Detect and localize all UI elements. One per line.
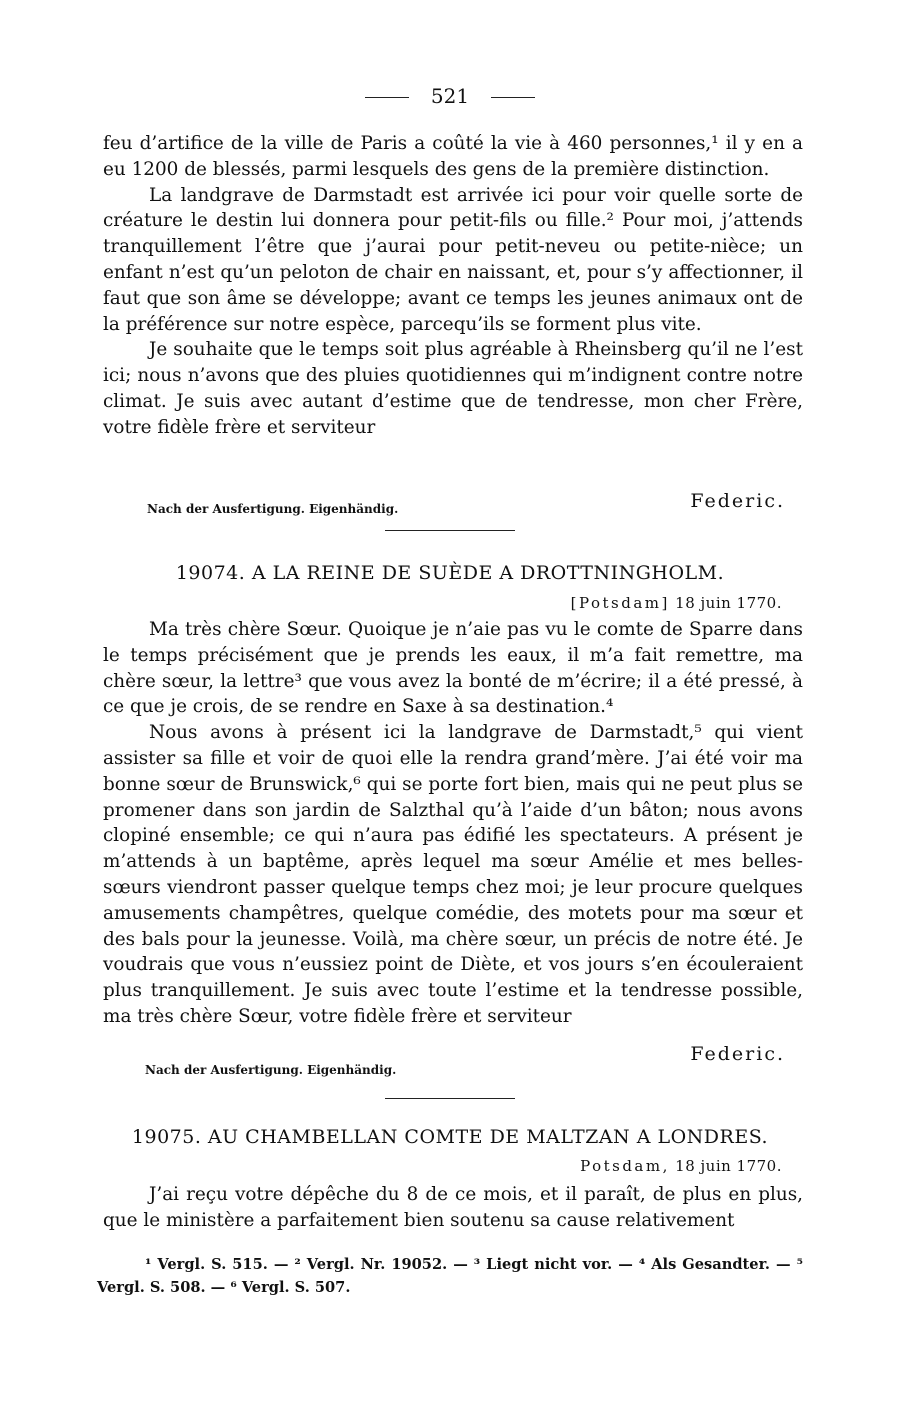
header-rule-right bbox=[491, 97, 535, 98]
signature: Federic. bbox=[690, 490, 785, 512]
letter-heading: 19075. AU CHAMBELLAN COMTE DE MALTZAN A LONDRES. bbox=[131, 1126, 769, 1148]
letter-continuation-text bbox=[103, 131, 803, 441]
paragraph: Ma très chère Sœur. Quoique je n’aie pas vu le comte de Sparre dans le temps précisément que je prends les eaux, il m’a fait remettre, ma chère sœur, la lettre³ que vous avez la bonté de m’écrire; il a été pressé, à ce que je crois, de se rendre en Saxe à sa destination.⁴ bbox=[103, 619, 803, 718]
date-place: [Potsdam] bbox=[570, 594, 670, 612]
paragraph: La landgrave de Darmstadt est arrivée ici pour voir quelle sorte de créature le destin lui donnera pour petit-fils ou fille.² Pour moi, j’attends tranquillement l’être que j’aurai pour petit-neveu ou petite-nièce; un enfant n’est qu’un peloton de chair en naissant, et, pour s’y affectionner, il faut que son âme se développe; avant ce temps les jeunes animaux ont de la préférence sur notre espèce, parcequ’ils se forment plus vite. bbox=[103, 184, 803, 335]
date: 18 juin 1770. bbox=[675, 1157, 782, 1175]
paragraph: J’ai reçu votre dépêche du 8 de ce mois, et il paraît, de plus en plus, que le ministère a parfaitement bien soutenu sa cause relativement bbox=[103, 1184, 803, 1231]
date: 18 juin 1770. bbox=[675, 594, 782, 612]
letter-body bbox=[103, 617, 803, 1030]
header-rule-left bbox=[365, 97, 409, 98]
signature: Federic. bbox=[690, 1043, 785, 1065]
date-line bbox=[580, 1157, 782, 1175]
date-place: Potsdam, bbox=[580, 1157, 670, 1175]
footnotes: ¹ Vergl. S. 515. — ² Vergl. Nr. 19052. — ³ Liegt nicht vor. — ⁴ Als Gesandter. — ⁵ Vergl. S. 508. — ⁶ Vergl. S. 507. bbox=[97, 1256, 803, 1296]
source-note: Nach der Ausfertigung. Eigenhändig. bbox=[147, 502, 399, 516]
letter-heading: 19074. A LA REINE DE SUÈDE A DROTTNINGHOLM. bbox=[175, 562, 725, 584]
letter-body bbox=[103, 1182, 803, 1234]
section-divider bbox=[385, 1098, 515, 1099]
source-note: Nach der Ausfertigung. Eigenhändig. bbox=[145, 1063, 397, 1077]
page-header bbox=[0, 84, 900, 108]
paragraph: Nous avons à présent ici la landgrave de Darmstadt,⁵ qui vient assister sa fille et voir de quoi elle la rendra grand’mère. J’ai été voir ma bonne sœur de Brunswick,⁶ qui se porte fort bien, mais qui ne peut plus se promener dans son jardin de Salzthal qu’à l’aide d’un bâton; nous avons clopiné ensemble; ce qui n’aura pas édifié les spectateurs. A présent je m’attends à un baptême, après lequel ma sœur Amélie et mes belles-sœurs viendront passer quelque temps chez moi; je leur procure quelques amusements champêtres, quelque comédie, des motets pour ma sœur et des bals pour la jeunesse. Voilà, ma chère sœur, un précis de notre été. Je voudrais que vous n’eussiez point de Diète, et vos jours s’en écouleraient plus tranquillement. Je suis avec toute l’estime et la tendresse possible, ma très chère Sœur, votre fidèle frère et serviteur bbox=[103, 722, 803, 1027]
section-divider bbox=[385, 530, 515, 531]
paragraph: feu d’artifice de la ville de Paris a coûté la vie à 460 personnes,¹ il y en a eu 1200 de blessés, parmi lesquels des gens de la première distinction. bbox=[103, 133, 803, 180]
page-number: 521 bbox=[430, 84, 470, 108]
paragraph: Je souhaite que le temps soit plus agréable à Rheinsberg qu’il ne l’est ici; nous n’avons que des pluies quotidiennes qui m’indignent contre notre climat. Je suis avec autant d’estime que de tendresse, mon cher Frère, votre fidèle frère et serviteur bbox=[103, 339, 803, 438]
date-line bbox=[571, 594, 782, 612]
